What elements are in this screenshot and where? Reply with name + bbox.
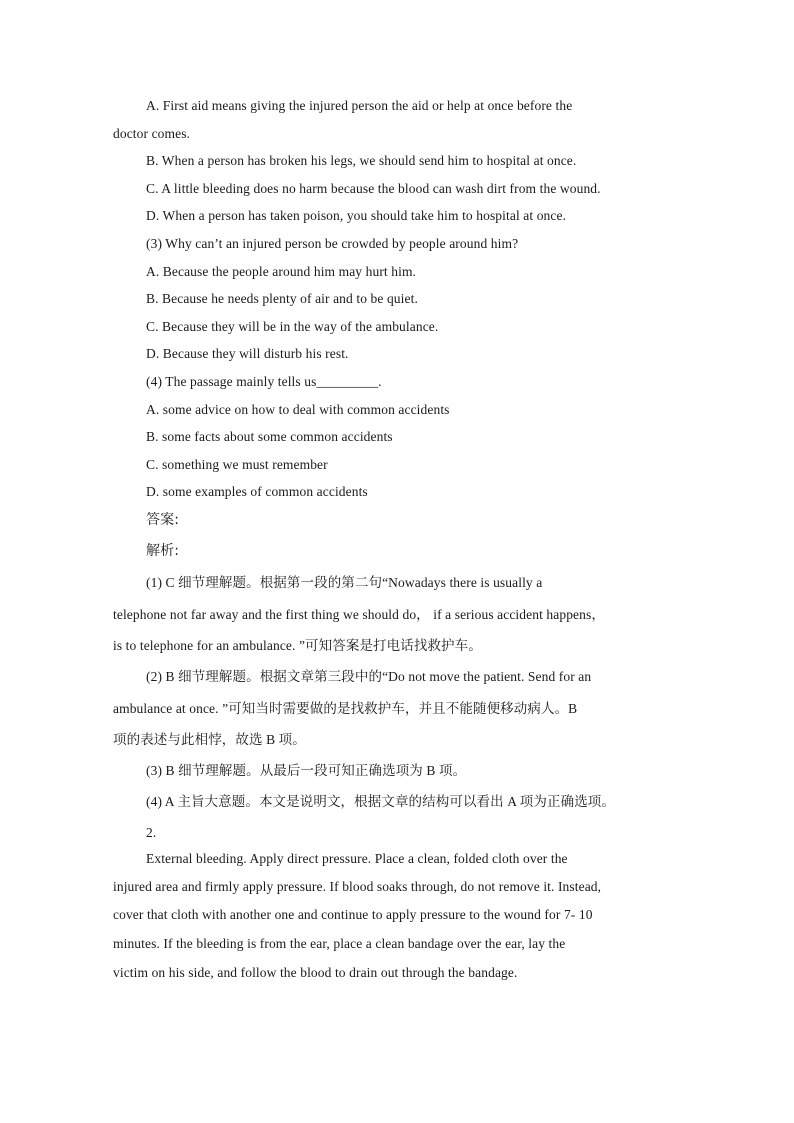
- analysis-2-line3: 项的表述与此相悖，故选 B 项。: [113, 732, 306, 747]
- passage-line2: injured area and firmly apply pressure. If blood soaks through, do not remove it. Instead,: [113, 879, 602, 894]
- passage-line1: External bleeding. Apply direct pressure. Place a clean, folded cloth over the: [146, 851, 568, 866]
- q3-option-b: B. Because he needs plenty of air and to be quiet.: [146, 291, 418, 306]
- analysis-1-line1: (1) C 细节理解题。根据第一段的第二句“Nowadays there is usually a: [146, 575, 543, 590]
- q4-option-a: A. some advice on how to deal with common accidents: [146, 402, 450, 417]
- q2-option-c: C. A little bleeding does no harm because the blood can wash dirt from the wound.: [146, 181, 601, 196]
- analysis-label: 解析:: [146, 543, 180, 559]
- passage-line3: cover that cloth with another one and continue to apply pressure to the wound for 7- 10: [113, 907, 593, 922]
- section-number: 2.: [146, 825, 157, 840]
- q2-option-a-line1: A. First aid means giving the injured person the aid or help at once before the: [146, 98, 573, 113]
- q2-option-b: B. When a person has broken his legs, we should send him to hospital at once.: [146, 153, 577, 168]
- analysis-4: (4) A 主旨大意题。本文是说明文，根据文章的结构可以看出 A 项为正确选项。: [146, 794, 616, 809]
- q2-option-d: D. When a person has taken poison, you should take him to hospital at once.: [146, 208, 567, 223]
- q4-option-b: B. some facts about some common accidents: [146, 429, 393, 444]
- q3-question: (3) Why can’t an injured person be crowded by people around him?: [146, 236, 519, 251]
- q4-option-d: D. some examples of common accidents: [146, 484, 368, 499]
- q4-question: (4) The passage mainly tells us_________.: [146, 374, 382, 389]
- answer-label: 答案:: [146, 512, 180, 528]
- q3-option-c: C. Because they will be in the way of the ambulance.: [146, 319, 439, 334]
- analysis-2-line1: (2) B 细节理解题。根据文章第三段中的“Do not move the patient. Send for an: [146, 669, 592, 684]
- analysis-1-line3: is to telephone for an ambulance. ”可知答案是打电话找救护车。: [113, 638, 482, 653]
- analysis-3: (3) B 细节理解题。从最后一段可知正确选项为 B 项。: [146, 763, 467, 778]
- analysis-2-line2: ambulance at once. ”可知当时需要做的是找救护车，并且不能随便移动病人。B: [113, 701, 578, 716]
- q4-option-c: C. something we must remember: [146, 457, 328, 472]
- passage-line5: victim on his side, and follow the blood to drain out through the bandage.: [113, 965, 518, 980]
- passage-line4: minutes. If the bleeding is from the ear, place a clean bandage over the ear, lay the: [113, 936, 566, 951]
- q3-option-d: D. Because they will disturb his rest.: [146, 346, 349, 361]
- analysis-1-line2: telephone not far away and the first thing we should do， if a serious accident happens，: [113, 607, 605, 622]
- q2-option-a-line2: doctor comes.: [113, 126, 191, 141]
- q3-option-a: A. Because the people around him may hurt him.: [146, 264, 417, 279]
